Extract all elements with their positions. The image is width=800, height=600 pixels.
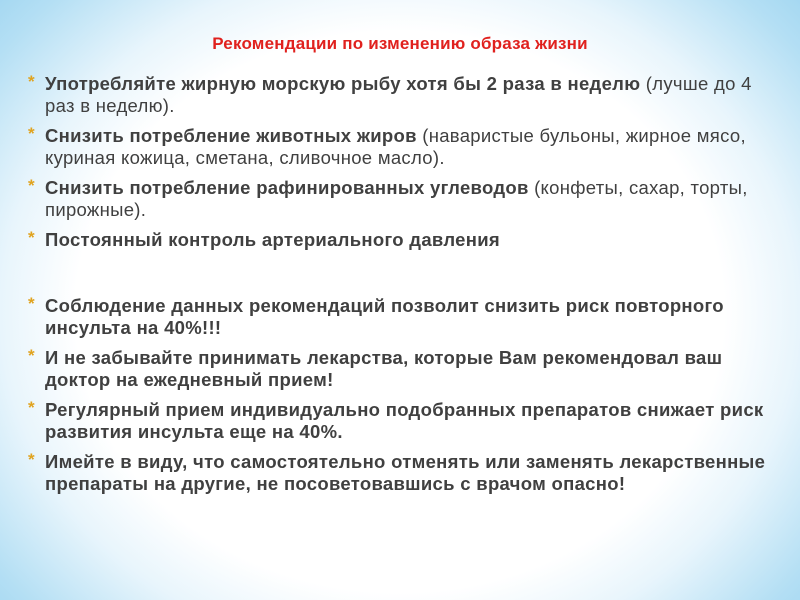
item-bold-text: Снизить потребление рафинированных углеводов bbox=[45, 177, 529, 198]
slide-title: Рекомендации по изменению образа жизни bbox=[212, 34, 588, 53]
list-item bbox=[28, 125, 780, 169]
item-bold-text: И не забывайте принимать лекарства, которые Вам рекомендовал ваш доктор на ежедневный прием! bbox=[45, 347, 723, 390]
item-bold-text: Снизить потребление животных жиров bbox=[45, 125, 417, 146]
item-bold-text: Соблюдение данных рекомендаций позволит снизить риск повторного инсульта на 40%!!! bbox=[45, 295, 724, 338]
list-item bbox=[28, 177, 780, 221]
item-bold-text: Имейте в виду, что самостоятельно отменять или заменять лекарственные препараты на другие, не посоветовавшись с врачом опасно! bbox=[45, 451, 766, 494]
bullet-asterisk-icon: * bbox=[28, 346, 35, 365]
list-item bbox=[28, 295, 780, 339]
bullet-asterisk-icon: * bbox=[28, 294, 35, 313]
bullet-asterisk-icon: * bbox=[28, 228, 35, 247]
list-item bbox=[28, 229, 780, 251]
item-normal-text: (лучше до 4 раз в неделю). bbox=[45, 73, 752, 116]
bullet-asterisk-icon: * bbox=[28, 72, 35, 91]
item-bold-text: Регулярный прием индивидуально подобранных препаратов снижает риск развития инсульта еще на 40%. bbox=[45, 399, 764, 442]
recommendation-list bbox=[28, 73, 780, 503]
item-normal-text: (наваристые бульоны, жирное мясо, куриная кожица, сметана, сливочное масло). bbox=[45, 125, 746, 168]
bullet-asterisk-icon: * bbox=[28, 398, 35, 417]
item-bold-text: Постоянный контроль артериального давления bbox=[45, 229, 500, 250]
list-item bbox=[28, 73, 780, 117]
bullet-asterisk-icon: * bbox=[28, 124, 35, 143]
list-item bbox=[28, 399, 780, 443]
bullet-asterisk-icon: * bbox=[28, 450, 35, 469]
list-item bbox=[28, 451, 780, 495]
list-item bbox=[28, 347, 780, 391]
item-normal-text: (конфеты, сахар, торты, пирожные). bbox=[45, 177, 748, 220]
item-bold-text: Употребляйте жирную морскую рыбу хотя бы 2 раза в неделю bbox=[45, 73, 641, 94]
bullet-asterisk-icon: * bbox=[28, 176, 35, 195]
